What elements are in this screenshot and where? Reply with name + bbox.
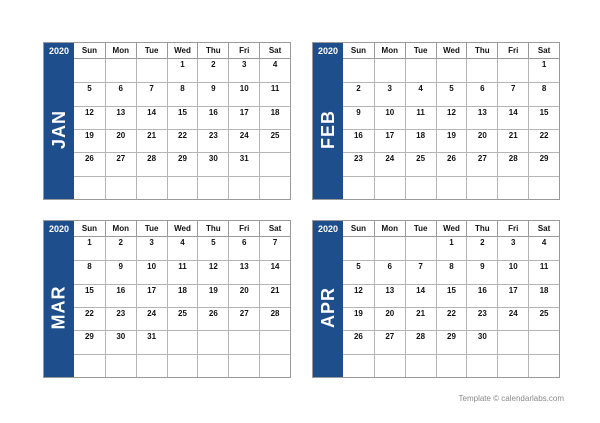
day-cell: [374, 176, 405, 199]
day-cell: 11: [167, 260, 198, 283]
day-cell: 25: [405, 152, 436, 175]
day-cell: 15: [436, 284, 467, 307]
day-cell: [405, 237, 436, 260]
day-cell: 14: [497, 106, 528, 129]
day-cell: 10: [374, 106, 405, 129]
day-cell: [105, 354, 136, 377]
day-cell: 20: [466, 129, 497, 152]
weekday-header: Tue: [405, 43, 436, 59]
day-cell: 17: [497, 284, 528, 307]
day-cell: [497, 354, 528, 377]
day-cell: [74, 354, 105, 377]
day-cell: 27: [374, 330, 405, 353]
day-cell: 28: [497, 152, 528, 175]
day-cell: 5: [436, 82, 467, 105]
day-cell: 16: [343, 129, 374, 152]
day-cell: 4: [167, 237, 198, 260]
weekday-header: Sun: [74, 221, 105, 237]
day-cell: [228, 330, 259, 353]
day-cell: [259, 330, 290, 353]
weekday-header: Sat: [528, 221, 559, 237]
day-cell: 7: [405, 260, 436, 283]
day-cell: [136, 59, 167, 82]
day-cell: 22: [436, 307, 467, 330]
month-label: JAN: [48, 109, 69, 149]
weekday-header: Sun: [343, 221, 374, 237]
day-cell: 23: [197, 129, 228, 152]
weekday-header: Mon: [374, 43, 405, 59]
day-cell: 21: [405, 307, 436, 330]
day-cell: 23: [343, 152, 374, 175]
day-cell: 26: [436, 152, 467, 175]
day-cell: 13: [466, 106, 497, 129]
weekday-header: Sat: [528, 43, 559, 59]
day-cell: 1: [436, 237, 467, 260]
weekday-header: Mon: [105, 43, 136, 59]
day-cell: 29: [167, 152, 198, 175]
calendar-january: [43, 42, 291, 200]
weekday-header: Wed: [436, 221, 467, 237]
day-cell: 25: [167, 307, 198, 330]
weekday-header: Thu: [466, 43, 497, 59]
day-cell: 19: [436, 129, 467, 152]
day-cell: 18: [405, 129, 436, 152]
day-cell: 14: [405, 284, 436, 307]
day-cell: 16: [197, 106, 228, 129]
day-cell: 27: [466, 152, 497, 175]
day-cell: 23: [466, 307, 497, 330]
day-cell: [74, 59, 105, 82]
day-cell: 20: [105, 129, 136, 152]
day-cell: [197, 354, 228, 377]
day-cell: 13: [105, 106, 136, 129]
day-cell: 6: [105, 82, 136, 105]
day-cell: [105, 176, 136, 199]
day-cell: 1: [167, 59, 198, 82]
weekday-header: Sat: [259, 43, 290, 59]
day-cell: 3: [374, 82, 405, 105]
month-grid: [74, 43, 290, 199]
day-cell: [105, 59, 136, 82]
day-cell: 2: [466, 237, 497, 260]
weekday-header: Thu: [197, 221, 228, 237]
weekday-header: Tue: [136, 43, 167, 59]
day-cell: 26: [197, 307, 228, 330]
day-cell: [528, 330, 559, 353]
day-cell: [497, 59, 528, 82]
day-cell: [343, 237, 374, 260]
weekday-header: Fri: [497, 43, 528, 59]
day-cell: 10: [497, 260, 528, 283]
day-cell: [528, 354, 559, 377]
month-label: APR: [317, 286, 338, 328]
day-cell: [436, 59, 467, 82]
day-cell: [136, 354, 167, 377]
day-cell: 2: [105, 237, 136, 260]
month-grid: [74, 221, 290, 377]
weekday-header: Sun: [343, 43, 374, 59]
day-cell: 10: [228, 82, 259, 105]
day-cell: 9: [197, 82, 228, 105]
day-cell: [466, 59, 497, 82]
day-cell: 4: [528, 237, 559, 260]
day-cell: 29: [436, 330, 467, 353]
day-cell: 11: [259, 82, 290, 105]
day-cell: 7: [259, 237, 290, 260]
day-cell: 26: [74, 152, 105, 175]
day-cell: 22: [528, 129, 559, 152]
weekday-header: Wed: [167, 43, 198, 59]
day-cell: 11: [405, 106, 436, 129]
day-cell: 31: [228, 152, 259, 175]
weekday-header: Sat: [259, 221, 290, 237]
day-cell: 6: [466, 82, 497, 105]
day-cell: 24: [374, 152, 405, 175]
day-cell: [197, 176, 228, 199]
month-grid: [343, 221, 559, 377]
day-cell: 3: [228, 59, 259, 82]
day-cell: 29: [74, 330, 105, 353]
weekday-header: Sun: [74, 43, 105, 59]
day-cell: [197, 330, 228, 353]
day-cell: 9: [343, 106, 374, 129]
day-cell: [343, 176, 374, 199]
day-cell: [436, 354, 467, 377]
day-cell: 8: [167, 82, 198, 105]
day-cell: 19: [197, 284, 228, 307]
day-cell: [167, 330, 198, 353]
day-cell: 8: [74, 260, 105, 283]
day-cell: [374, 59, 405, 82]
weekday-header: Tue: [405, 221, 436, 237]
day-cell: 25: [528, 307, 559, 330]
month-band: [44, 59, 74, 199]
weekday-header: Mon: [105, 221, 136, 237]
day-cell: 12: [74, 106, 105, 129]
day-cell: 30: [105, 330, 136, 353]
day-cell: [259, 354, 290, 377]
day-cell: 12: [343, 284, 374, 307]
day-cell: 22: [74, 307, 105, 330]
day-cell: 19: [343, 307, 374, 330]
day-cell: 31: [136, 330, 167, 353]
day-cell: 26: [343, 330, 374, 353]
day-cell: 25: [259, 129, 290, 152]
day-cell: 21: [259, 284, 290, 307]
month-band: [313, 237, 343, 377]
day-cell: 10: [136, 260, 167, 283]
month-band: [313, 59, 343, 199]
day-cell: 28: [259, 307, 290, 330]
day-cell: 4: [259, 59, 290, 82]
day-cell: 18: [259, 106, 290, 129]
day-cell: 16: [466, 284, 497, 307]
day-cell: 15: [167, 106, 198, 129]
day-cell: 24: [228, 129, 259, 152]
month-label: FEB: [317, 109, 338, 149]
day-cell: 17: [136, 284, 167, 307]
day-cell: 28: [405, 330, 436, 353]
weekday-header: Thu: [197, 43, 228, 59]
day-cell: [436, 176, 467, 199]
year-label: 2020: [44, 43, 74, 59]
weekday-header: Wed: [436, 43, 467, 59]
day-cell: 12: [436, 106, 467, 129]
day-cell: [343, 59, 374, 82]
day-cell: 15: [528, 106, 559, 129]
day-cell: 8: [528, 82, 559, 105]
day-cell: 14: [259, 260, 290, 283]
calendar-february: [312, 42, 560, 200]
day-cell: [497, 330, 528, 353]
day-cell: [259, 176, 290, 199]
day-cell: 23: [105, 307, 136, 330]
day-cell: [167, 354, 198, 377]
day-cell: 13: [374, 284, 405, 307]
day-cell: 2: [197, 59, 228, 82]
day-cell: [405, 59, 436, 82]
year-label: 2020: [44, 221, 74, 237]
day-cell: 24: [136, 307, 167, 330]
weekday-header: Fri: [228, 43, 259, 59]
day-cell: 17: [374, 129, 405, 152]
day-cell: 14: [136, 106, 167, 129]
day-cell: 15: [74, 284, 105, 307]
day-cell: 17: [228, 106, 259, 129]
day-cell: 1: [87, 238, 92, 247]
year-label: 2020: [313, 221, 343, 237]
day-cell: 11: [528, 260, 559, 283]
day-cell: [74, 176, 105, 199]
weekday-header: Fri: [497, 221, 528, 237]
day-cell: 28: [136, 152, 167, 175]
day-cell: [228, 176, 259, 199]
calendar-march: [43, 220, 291, 378]
day-cell: 7: [136, 82, 167, 105]
day-cell: 29: [528, 152, 559, 175]
day-cell: 9: [105, 260, 136, 283]
day-cell: 21: [497, 129, 528, 152]
day-cell: 19: [74, 129, 105, 152]
day-cell: 5: [74, 82, 105, 105]
weekday-header: Mon: [374, 221, 405, 237]
weekday-header: Wed: [167, 221, 198, 237]
footer-credit: Template © calendarlabs.com: [458, 394, 564, 403]
day-cell: 16: [105, 284, 136, 307]
day-cell: [343, 354, 374, 377]
year-label: 2020: [313, 43, 343, 59]
day-cell: [405, 176, 436, 199]
day-cell: 5: [197, 237, 228, 260]
day-cell: 1: [528, 59, 559, 82]
day-cell: [259, 152, 290, 175]
day-cell: 7: [497, 82, 528, 105]
day-cell: 6: [228, 237, 259, 260]
day-cell: 18: [167, 284, 198, 307]
weekday-header: Fri: [228, 221, 259, 237]
day-cell: [528, 176, 559, 199]
day-cell: 21: [136, 129, 167, 152]
day-cell: 3: [497, 237, 528, 260]
weekday-header: Thu: [466, 221, 497, 237]
day-cell: [466, 354, 497, 377]
day-cell: 30: [197, 152, 228, 175]
day-cell: [374, 237, 405, 260]
month-grid: [343, 43, 559, 199]
day-cell: 27: [228, 307, 259, 330]
month-label: MAR: [48, 285, 69, 329]
day-cell: 20: [374, 307, 405, 330]
day-cell: 2: [343, 82, 374, 105]
day-cell: 6: [374, 260, 405, 283]
day-cell: [466, 176, 497, 199]
day-cell: 27: [105, 152, 136, 175]
day-cell: 5: [343, 260, 374, 283]
day-cell: [136, 176, 167, 199]
day-cell: 24: [497, 307, 528, 330]
day-cell: [497, 176, 528, 199]
day-cell: [405, 354, 436, 377]
day-cell: 9: [466, 260, 497, 283]
day-cell: 4: [405, 82, 436, 105]
day-cell: 12: [197, 260, 228, 283]
day-cell: 22: [167, 129, 198, 152]
day-cell: [374, 354, 405, 377]
day-cell: 13: [228, 260, 259, 283]
day-cell: 18: [528, 284, 559, 307]
calendar-april: [312, 220, 560, 378]
day-cell: 20: [228, 284, 259, 307]
weekday-header: Tue: [136, 221, 167, 237]
day-cell: [228, 354, 259, 377]
day-cell: 30: [466, 330, 497, 353]
day-cell: 3: [136, 237, 167, 260]
day-cell: [167, 176, 198, 199]
day-cell: 8: [436, 260, 467, 283]
month-band: [44, 237, 74, 377]
